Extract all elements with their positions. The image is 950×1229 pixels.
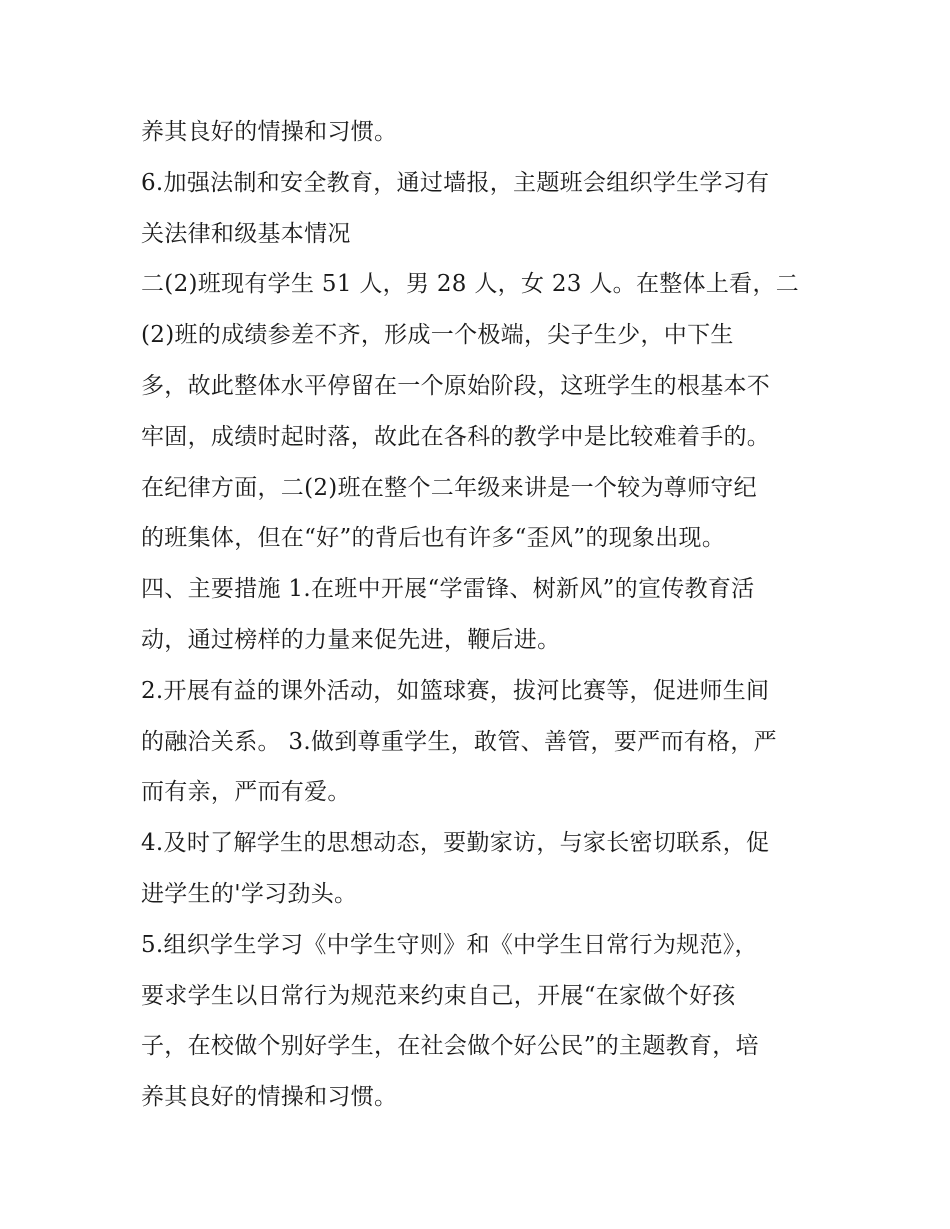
text-line: 养其良好的情操和习惯。 bbox=[141, 119, 398, 145]
text-line: 多，故此整体水平停留在一个原始阶段，这班学生的根基本不 bbox=[141, 372, 771, 399]
text-line: 动，通过榜样的力量来促先进，鞭后进。 bbox=[141, 626, 561, 653]
text-line: 2.开展有益的课外活动，如篮球赛，拔河比赛等，促进师生间 bbox=[141, 677, 770, 704]
text-line: 子，在校做个别好学生，在社会做个好公民”的主题教育，培 bbox=[141, 1033, 759, 1060]
text-line: 的班集体，但在“好”的背后也有许多“歪风”的现象出现。 bbox=[141, 525, 726, 552]
text-line: 要求学生以日常行为规范来约束自己，开展“在家做个好孩 bbox=[141, 982, 736, 1009]
text-line: 牢固，成绩时起时落，故此在各科的教学中是比较难着手的。 bbox=[141, 423, 771, 450]
text-line: 关法律和级基本情况 bbox=[141, 220, 351, 247]
document-body bbox=[141, 107, 821, 1123]
text-line: 而有亲，严而有爱。 bbox=[141, 779, 351, 806]
text-line: 4.及时了解学生的思想动态，要勤家访，与家长密切联系，促 bbox=[141, 830, 770, 857]
text-line: 四、主要措施 1.在班中开展“学雷锋、树新风”的宣传教育活 bbox=[141, 576, 755, 603]
text-line: 二(2)班现有学生 51 人，男 28 人，女 23 人。在整体上看，二 bbox=[141, 271, 800, 298]
text-line: 5.组织学生学习《中学生守则》和《中学生日常行为规范》， bbox=[141, 931, 758, 958]
text-line: 在纪律方面，二(2)班在整个二年级来讲是一个较为尊师守纪 bbox=[141, 474, 757, 501]
text-line: 进学生的'学习劲头。 bbox=[141, 880, 358, 907]
text-line: 的融洽关系。 3.做到尊重学生，敢管、善管，要严而有格，严 bbox=[141, 728, 777, 755]
text-line: 6.加强法制和安全教育，通过墙报，主题班会组织学生学习有 bbox=[141, 169, 770, 196]
text-line: 养其良好的情操和习惯。 bbox=[141, 1084, 398, 1111]
text-line: (2)班的成绩参差不齐，形成一个极端，尖子生少，中下生 bbox=[141, 322, 734, 349]
